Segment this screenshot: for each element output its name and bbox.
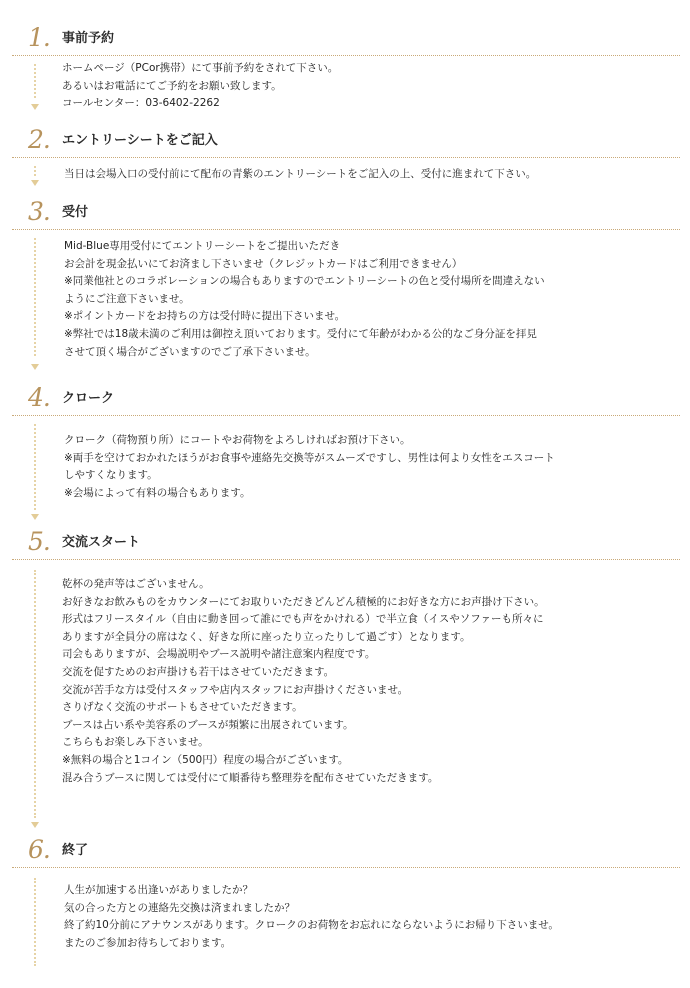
body-line: ※弊社では18歳未満のご利用は御控え頂いております。受付にて年齢がわかる公的なご身分証を拝見 bbox=[64, 327, 537, 340]
flow-dots bbox=[34, 166, 36, 176]
body-line: 気の合った方との連絡先交換は済まれましたか？ bbox=[64, 901, 295, 914]
body-line: 混み合うブースに関しては受付にて順番待ち整理券を配布させていただきます。 bbox=[62, 771, 439, 784]
step-6-header bbox=[0, 830, 690, 870]
dotted-divider bbox=[12, 229, 680, 230]
step-4-header bbox=[0, 378, 690, 418]
down-arrow-icon bbox=[31, 104, 39, 110]
step-title: クローク bbox=[62, 391, 115, 406]
step-4-body bbox=[64, 432, 555, 502]
body-line: ようにご注意下さいませ。 bbox=[64, 292, 190, 305]
body-line: お好きなお飲みものをカウンターにてお取りいただきどんどん積極的にお好きな方にお声掛け下さい。 bbox=[62, 595, 545, 608]
body-line: ※両手を空けておかれたほうがお食事や連絡先交換等がスムーズですし、男性は何より女性をエスコート bbox=[64, 451, 555, 464]
body-line: あるいはお電話にてご予約をお願い致します。 bbox=[62, 79, 282, 92]
body-line: 司会もありますが、会場説明やブース説明や諸注意案内程度です。 bbox=[62, 648, 376, 661]
step-title: 交流スタート bbox=[62, 535, 141, 550]
flow-dots bbox=[34, 64, 36, 98]
step-number: 4. bbox=[28, 383, 50, 412]
step-title: 受付 bbox=[62, 205, 89, 220]
step-number: 1. bbox=[28, 23, 50, 52]
down-arrow-icon bbox=[31, 514, 39, 520]
dotted-divider bbox=[12, 55, 680, 56]
flow-dots bbox=[34, 570, 36, 818]
step-title: 事前予約 bbox=[62, 31, 115, 46]
step-1-body bbox=[62, 60, 338, 113]
step-3-body bbox=[64, 238, 545, 361]
step-number: 6. bbox=[28, 835, 50, 864]
step-2-body bbox=[64, 166, 536, 184]
body-line: さりげなく交流のサポートもさせていただきます。 bbox=[62, 701, 303, 714]
body-line: こちらもお楽しみ下さいませ。 bbox=[62, 736, 209, 749]
step-1-header bbox=[0, 18, 690, 58]
flow-dots bbox=[34, 238, 36, 356]
flow-dots bbox=[34, 424, 36, 510]
down-arrow-icon bbox=[31, 180, 39, 186]
step-5-body bbox=[62, 576, 545, 787]
body-line: 終了約10分前にアナウンスがあります。クロークのお荷物をお忘れにならないようにお帰り下さいませ。 bbox=[64, 919, 559, 932]
body-line: 当日は会場入口の受付前にて配布の青紫のエントリーシートをご記入の上、受付に進まれて下さい。 bbox=[64, 168, 537, 180]
step-title: エントリーシートをご記入 bbox=[62, 133, 218, 148]
step-number: 2. bbox=[28, 125, 50, 154]
body-line: ホームページ（PCor携帯）にて事前予約をされて下さい。 bbox=[62, 62, 339, 74]
body-line: お会計を現金払いにてお済まし下さいませ（クレジットカードはご利用できません） bbox=[64, 257, 463, 270]
body-line: ※会場によって有料の場合もあります。 bbox=[64, 486, 251, 499]
dotted-divider bbox=[12, 157, 680, 158]
body-line: またのご参加お待ちしております。 bbox=[64, 936, 232, 949]
body-line: コールセンター：03-6402-2262 bbox=[62, 97, 220, 110]
body-line: 交流が苦手な方は受付スタッフや店内スタッフにお声掛けくださいませ。 bbox=[62, 683, 409, 696]
step-2-header bbox=[0, 120, 690, 160]
body-line: 形式はフリースタイル（自由に動き回って誰にでも声をかけれる）で半立食（イスやソファーも所々に bbox=[62, 613, 544, 626]
body-line: ブースは占い系や美容系のブースが頻繁に出展されています。 bbox=[62, 718, 354, 731]
body-line: 人生が加速する出逢いがありましたか？ bbox=[64, 884, 253, 896]
body-line: 交流を促すためのお声掛けも若干はさせていただきます。 bbox=[62, 665, 335, 678]
body-line: ※ポイントカードをお持ちの方は受付時に提出下さいませ。 bbox=[64, 310, 346, 323]
step-3-header bbox=[0, 192, 690, 232]
flow-dots bbox=[34, 878, 36, 966]
body-line: ※同業他社とのコラボレーションの場合もありますのでエントリーシートの色と受付場所を間違えない bbox=[64, 275, 545, 288]
body-line: ※無料の場合と1コイン（500円）程度の場合がございます。 bbox=[62, 753, 349, 766]
step-5-header bbox=[0, 522, 690, 562]
dotted-divider bbox=[12, 415, 680, 416]
step-6-body bbox=[64, 882, 559, 952]
body-line: クローク（荷物預り所）にコートやお荷物をよろしければお預け下さい。 bbox=[64, 434, 411, 446]
body-line: 乾杯の発声等はございません。 bbox=[62, 578, 210, 590]
step-title: 終了 bbox=[62, 843, 89, 858]
body-line: Mid-Blue専用受付にてエントリーシートをご提出いただき bbox=[64, 240, 341, 252]
body-line: ありますが全員分の席はなく、好きな所に座ったり立ったりして過ごす）となります。 bbox=[62, 630, 471, 643]
dotted-divider bbox=[12, 867, 680, 868]
step-number: 5. bbox=[28, 527, 50, 556]
body-line: させて頂く場合がございますのでご了承下さいませ。 bbox=[64, 345, 316, 358]
down-arrow-icon bbox=[31, 364, 39, 370]
dotted-divider bbox=[12, 559, 680, 560]
body-line: しやすくなります。 bbox=[64, 469, 158, 482]
step-number: 3. bbox=[28, 197, 50, 226]
down-arrow-icon bbox=[31, 822, 39, 828]
